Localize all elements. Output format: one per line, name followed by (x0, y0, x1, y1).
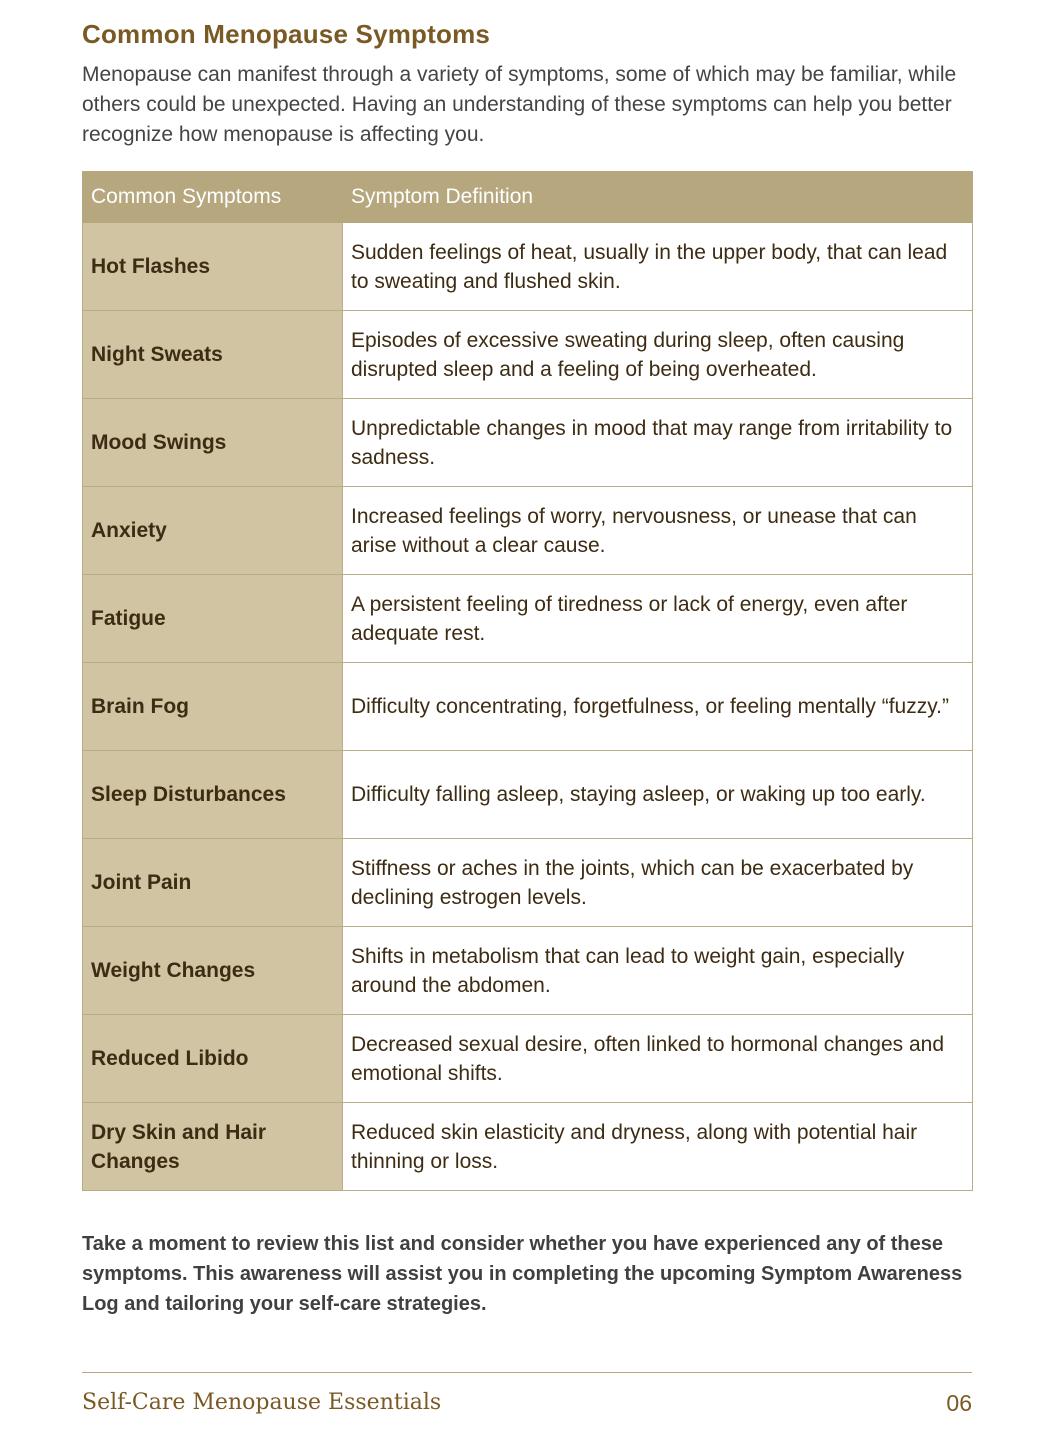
table-row (83, 1015, 973, 1103)
symptoms-table (82, 171, 973, 1191)
symptom-definition: Stiffness or aches in the joints, which can be exacerbated by declining estrogen levels. (343, 839, 973, 927)
section-heading: Common Menopause Symptoms (82, 19, 491, 49)
symptom-name: Joint Pain (83, 839, 343, 927)
table-row (83, 311, 973, 399)
table-row (83, 751, 973, 839)
table-row (83, 223, 973, 311)
table-row (83, 487, 973, 575)
symptom-name: Mood Swings (83, 399, 343, 487)
symptom-name: Reduced Libido (83, 1015, 343, 1103)
symptom-definition: Increased feelings of worry, nervousness, or unease that can arise without a clear cause. (343, 487, 973, 575)
intro-paragraph: Menopause can manifest through a variety of symptoms, some of which may be familiar, while others could be unexpected. Having an understanding of these symptoms can help you better recognize how menopause is affecting you. (82, 63, 957, 146)
table-row (83, 399, 973, 487)
symptom-definition: Difficulty falling asleep, staying asleep, or waking up too early. (343, 751, 973, 839)
symptom-name: Weight Changes (83, 927, 343, 1015)
table-header-row (83, 172, 973, 223)
symptom-definition: Unpredictable changes in mood that may range from irritability to sadness. (343, 399, 973, 487)
symptom-name: Anxiety (83, 487, 343, 575)
symptom-name: Sleep Disturbances (83, 751, 343, 839)
symptom-name: Brain Fog (83, 663, 343, 751)
table-row (83, 839, 973, 927)
symptom-definition: Shifts in metabolism that can lead to weight gain, especially around the abdomen. (343, 927, 973, 1015)
symptom-name: Fatigue (83, 575, 343, 663)
table-row (83, 1103, 973, 1191)
symptom-name: Night Sweats (83, 311, 343, 399)
footer-title: Self-Care Menopause Essentials (82, 1390, 442, 1415)
symptom-name: Dry Skin and Hair Changes (83, 1103, 343, 1191)
column-header-definition: Symptom Definition (343, 172, 973, 223)
closing-paragraph: Take a moment to review this list and consider whether you have experienced any of these symptoms. This awareness will assist you in completing the upcoming Symptom Awareness Log and tailoring your self-care strategies. (82, 1233, 963, 1315)
symptom-definition: Decreased sexual desire, often linked to hormonal changes and emotional shifts. (343, 1015, 973, 1103)
symptom-definition: Episodes of excessive sweating during sleep, often causing disrupted sleep and a feeling of being overheated. (343, 311, 973, 399)
column-header-symptoms: Common Symptoms (83, 172, 343, 223)
footer-divider (82, 1372, 972, 1373)
table-row (83, 575, 973, 663)
symptom-definition: Reduced skin elasticity and dryness, along with potential hair thinning or loss. (343, 1103, 973, 1191)
symptom-definition: Difficulty concentrating, forgetfulness, or feeling mentally “fuzzy.” (343, 663, 973, 751)
symptom-definition: A persistent feeling of tiredness or lack of energy, even after adequate rest. (343, 575, 973, 663)
table-row (83, 663, 973, 751)
page-number: 06 (946, 1390, 972, 1416)
symptom-name: Hot Flashes (83, 223, 343, 311)
symptom-definition: Sudden feelings of heat, usually in the upper body, that can lead to sweating and flushed skin. (343, 223, 973, 311)
table-row (83, 927, 973, 1015)
